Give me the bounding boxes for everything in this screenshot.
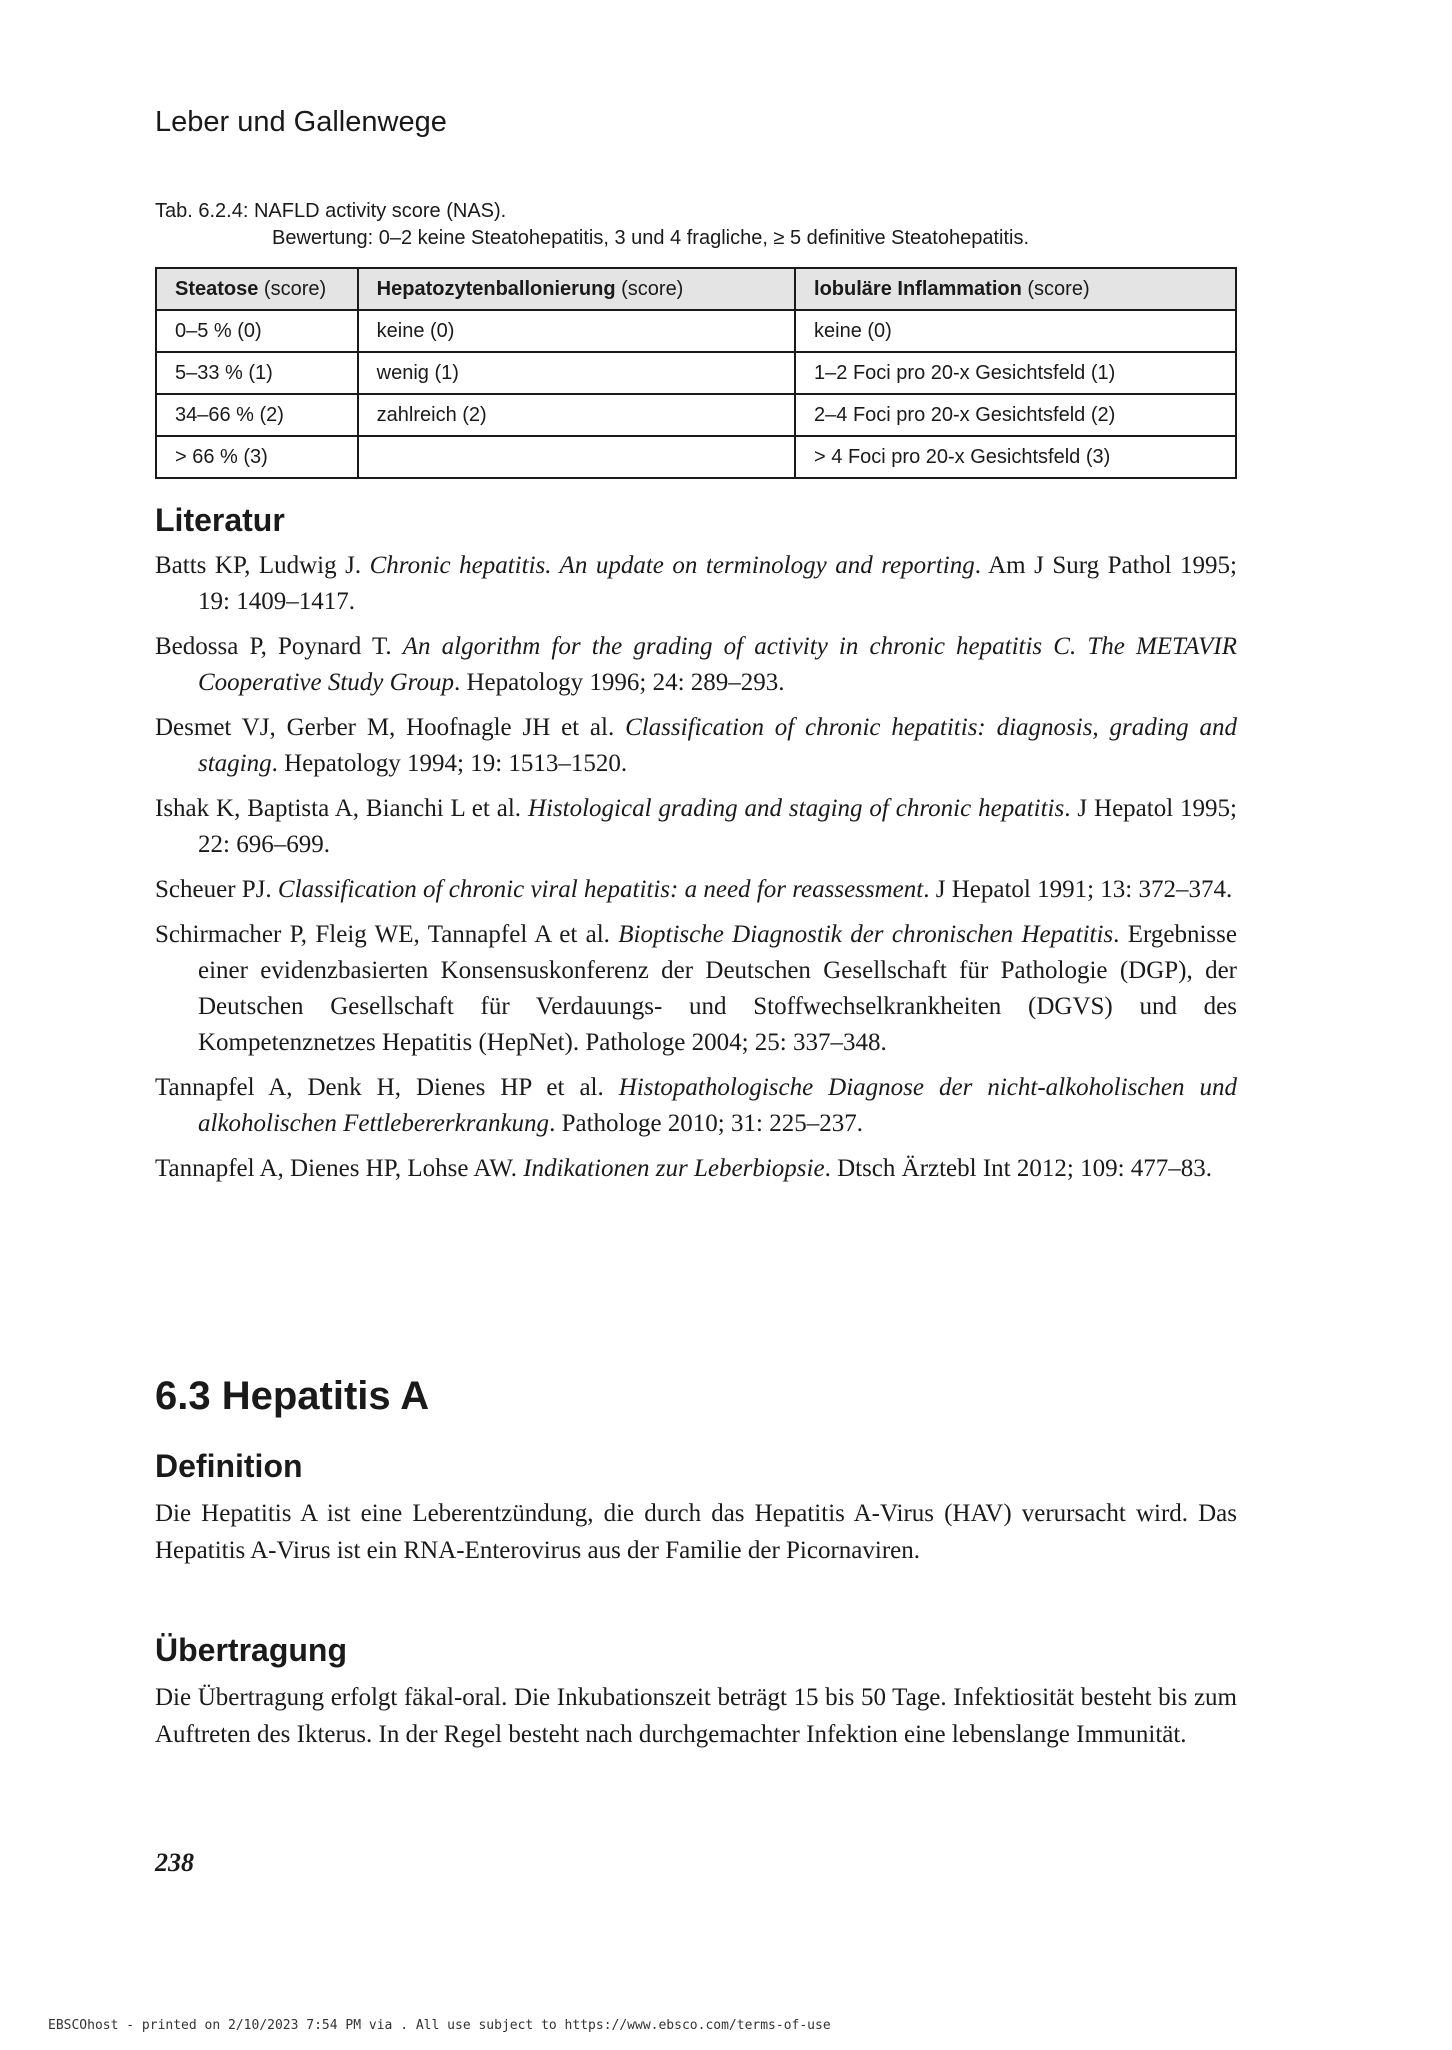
reference-item: Desmet VJ, Gerber M, Hoofnagle JH et al. Classification of chronic hepatitis: diagnosis, grading and staging. Hepatology 1994; 19: 1513–1520. [155, 714, 1238, 777]
reference-item: Schirmacher P, Fleig WE, Tannapfel A et al. Bioptische Diagnostik der chronischen Hepatitis. Ergebnisse einer evidenzbasierten Konsensuskonferenz der Deutschen Gesellschaft für Pathologie (DGP), der Deutschen Gesellschaft für Verdauungs- und Stoffwechselkrankheiten (DGVS) und des Kompetenznetzes Hepatitis (HepNet). Pathologe 2004; 25: 337–348. [155, 921, 1237, 1056]
table-cell: 34–66 % (2) [156, 394, 358, 436]
reference-list [155, 548, 1237, 1196]
reference-item: Batts KP, Ludwig J. Chronic hepatitis. An update on terminology and reporting. Am J Surg Pathol 1995; 19: 1409–1417. [155, 552, 1237, 615]
table-header-cell: Steatose (score) [156, 268, 358, 310]
page-number: 238 [155, 1848, 194, 1877]
table-header-row [156, 268, 1236, 310]
reference-item: Tannapfel A, Denk H, Dienes HP et al. Histopathologische Diagnose der nicht-alkoholischen und alkoholischen Fettlebererkrankung. Pathologe 2010; 31: 225–237. [155, 1074, 1237, 1137]
table-cell: 2–4 Foci pro 20-x Gesichtsfeld (2) [795, 394, 1236, 436]
table-row [156, 310, 1236, 352]
table-row [156, 352, 1236, 394]
definition-text: Die Hepatitis A ist eine Leberentzündung, die durch das Hepatitis A-Virus (HAV) verursacht wird. Das Hepatitis A-Virus ist ein RNA-Enterovirus aus der Familie der Picornaviren. [155, 1500, 1237, 1564]
table-cell: keine (0) [358, 310, 795, 352]
table-cell: > 66 % (3) [156, 436, 358, 478]
transmission-heading: Übertragung [155, 1632, 347, 1668]
reference-item: Scheuer PJ. Classification of chronic viral hepatitis: a need for reassessment. J Hepatol 1991; 13: 372–374. [155, 876, 1233, 903]
table-header-cell: Hepatozytenballonierung (score) [358, 268, 795, 310]
table-cell: > 4 Foci pro 20-x Gesichtsfeld (3) [795, 436, 1236, 478]
table-cell: zahlreich (2) [358, 394, 795, 436]
definition-heading: Definition [155, 1448, 303, 1484]
literatur-heading: Literatur [155, 502, 285, 538]
footer-notice: EBSCOhost - printed on 2/10/2023 7:54 PM via . All use subject to https://www.ebsco.com/terms-of-use [48, 2018, 831, 2033]
table-caption [155, 198, 1029, 252]
reference-item: Ishak K, Baptista A, Bianchi L et al. Histological grading and staging of chronic hepatitis. J Hepatol 1995; 22: 696–699. [155, 795, 1237, 858]
table-cell: wenig (1) [358, 352, 795, 394]
table-header-cell: lobuläre Inflammation (score) [795, 268, 1236, 310]
transmission-text: Die Übertragung erfolgt fäkal-oral. Die Inkubationszeit beträgt 15 bis 50 Tage. Infektiosität besteht bis zum Auftreten des Ikterus. In der Regel besteht nach durchgemachter Infektion eine lebenslange Immunität. [155, 1684, 1237, 1748]
table-cell: 1–2 Foci pro 20-x Gesichtsfeld (1) [795, 352, 1236, 394]
section-title: 6.3 Hepatitis A [155, 1374, 430, 1418]
table-caption-title: Tab. 6.2.4: NAFLD activity score (NAS). [155, 200, 507, 222]
table-cell [358, 436, 795, 478]
reference-item: Bedossa P, Poynard T. An algorithm for the grading of activity in chronic hepatitis C. The METAVIR Cooperative Study Group. Hepatology 1996; 24: 289–293. [155, 633, 1237, 696]
nas-table [155, 267, 1237, 479]
table-row [156, 436, 1236, 478]
table-cell: keine (0) [795, 310, 1236, 352]
table-cell: 0–5 % (0) [156, 310, 358, 352]
reference-item: Tannapfel A, Dienes HP, Lohse AW. Indikationen zur Leberbiopsie. Dtsch Ärztebl Int 2012; 109: 477–83. [155, 1155, 1213, 1182]
table-row [156, 394, 1236, 436]
running-head: Leber und Gallenwege [155, 106, 447, 138]
table-caption-note: Bewertung: 0–2 keine Steatohepatitis, 3 und 4 fragliche, ≥ 5 definitive Steatohepatitis. [272, 227, 1030, 249]
table-cell: 5–33 % (1) [156, 352, 358, 394]
